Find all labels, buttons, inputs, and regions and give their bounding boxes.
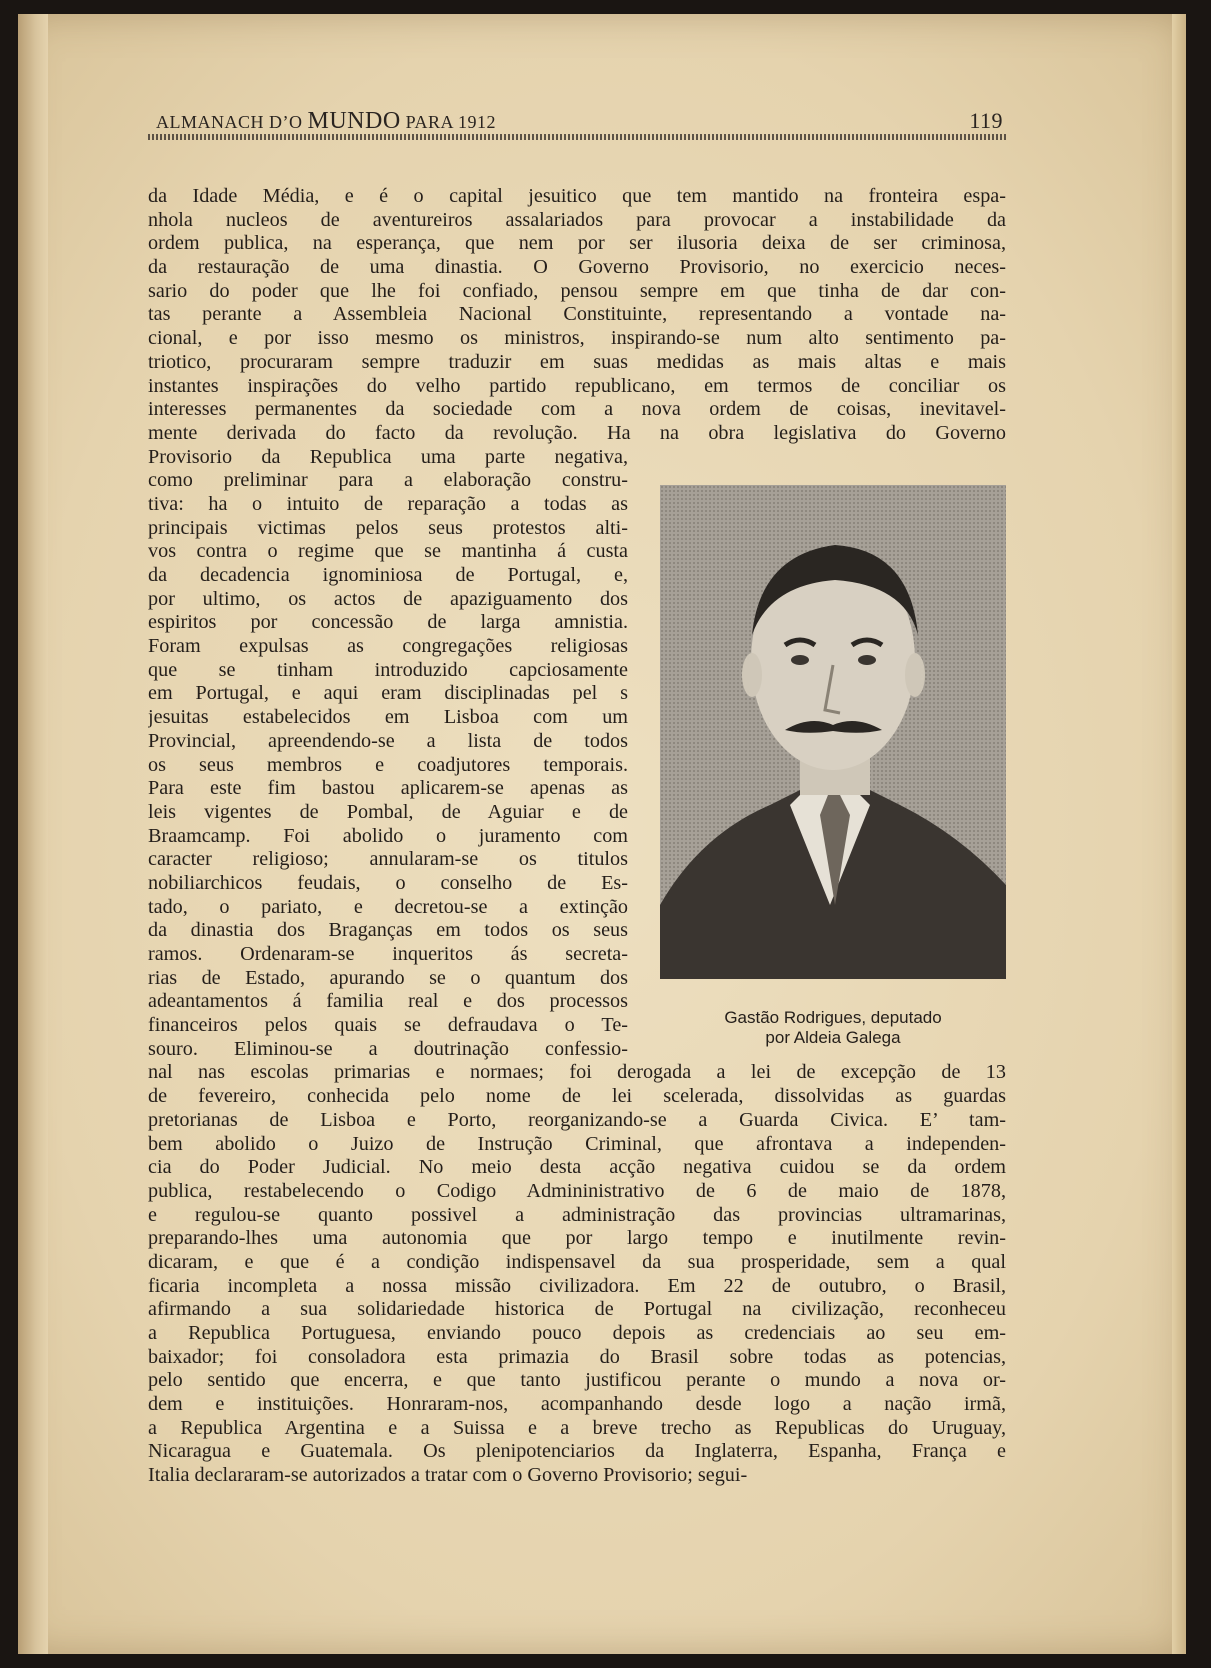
text-line: Braamcamp. Foi abolido o juramento com: [148, 824, 628, 847]
running-title-prefix: ALMANACH D’O: [156, 112, 308, 132]
text-line: pretorianas de Lisboa e Porto, reorganizando-se a Guarda Civica. E’ tam-: [148, 1108, 1006, 1131]
running-title-suffix: PARA 1912: [400, 112, 497, 132]
text-block-top: [148, 185, 1006, 446]
text-line: baixador; foi consoladora esta primazia do Brasil sobre todas as potencias,: [148, 1345, 1006, 1368]
text-line: triotico, procuraram sempre traduzir em suas medidas as mais altas e mais: [148, 350, 1006, 373]
text-line: nal nas escolas primarias e normaes; foi derogada a lei de excepção de 13: [148, 1061, 1006, 1084]
text-line: souro. Eliminou-se a doutrinação confessio-: [148, 1037, 628, 1060]
text-line: sario do poder que lhe foi confiado, pensou sempre em que tinha de dar con-: [148, 279, 1006, 302]
text-line: tiva: ha o intuito de reparação a todas as: [148, 492, 628, 515]
text-line: adeantamentos á familia real e dos processos: [148, 990, 628, 1013]
page-edge: [1172, 14, 1186, 1654]
text-line: da restauração de uma dinastia. O Governo Provisorio, no exercicio neces-: [148, 256, 1006, 279]
text-line: financeiros pelos quais se defraudava o Te-: [148, 1014, 628, 1037]
text-line: da Idade Média, e é o capital jesuitico que tem mantido na fronteira espa-: [148, 185, 1006, 207]
caption-line-1: Gastão Rodrigues, deputado: [724, 1008, 942, 1027]
caption-line-2: por Aldeia Galega: [765, 1028, 901, 1047]
text-line: a Republica Portuguesa, enviando pouco depois as credenciais ao seu em-: [148, 1322, 1006, 1344]
page-binding: [18, 14, 48, 1654]
text-line: pelo sentido que encerra, e que tanto justificou perante o mundo a nova or-: [148, 1369, 1006, 1392]
text-line: como preliminar para a elaboração constru-: [148, 469, 628, 492]
running-title: [156, 108, 496, 135]
text-line: leis vigentes de Pombal, de Aguiar e de: [148, 800, 628, 823]
text-line: tas perante a Assembleia Nacional Constituinte, representando a vontade na-: [148, 303, 1006, 326]
text-line: nhola nucleos de aventureiros assalariados para provocar a instabilidade da: [148, 208, 1006, 231]
text-line: preparando-lhes uma autonomia que por largo tempo e inutilmente revin-: [148, 1227, 1006, 1250]
text-line: tado, o pariato, e decretou-se a extinção: [148, 895, 628, 918]
text-line: bem abolido o Juizo de Instrução Criminal, que afrontava a independen-: [148, 1132, 1006, 1155]
photo-caption: [660, 1008, 1006, 1048]
text-line: afirmando a sua solidariedade historica de Portugal na civilização, reconheceu: [148, 1298, 1006, 1321]
text-line: de fevereiro, conhecida pelo nome de lei scelerada, dissolvidas as guardas: [148, 1085, 1006, 1108]
text-line: caracter religioso; annularam-se os titulos: [148, 848, 628, 871]
text-line: principais victimas pelos seus protestos alti-: [148, 516, 628, 539]
text-line: e regulou-se quanto possivel a administração das provincias ultramarinas,: [148, 1203, 1006, 1226]
text-line: cia do Poder Judicial. No meio desta acção negativa cuidou se da ordem: [148, 1156, 1006, 1179]
text-line: espiritos por concessão de larga amnistia.: [148, 611, 628, 634]
text-line: Provisorio da Republica uma parte negativa,: [148, 445, 628, 468]
text-line: dem e instituições. Honraram-nos, acompanhando desde logo a nação irmã,: [148, 1393, 1006, 1416]
text-line: por ultimo, os actos de apaziguamento dos: [148, 587, 628, 610]
text-line: Nicaragua e Guatemala. Os plenipotenciarios da Inglaterra, Espanha, França e: [148, 1440, 1006, 1463]
running-head: [138, 98, 1003, 134]
text-line: dicaram, e que é a condição indispensavel da sua prosperidade, sem a qual: [148, 1250, 1006, 1273]
text-line: Italia declararam-se autorizados a tratar com o Governo Provisorio; segui-: [148, 1464, 748, 1487]
text-line: Provincial, apreendendo-se a lista de todos: [148, 729, 628, 752]
text-line: cional, e por isso mesmo os ministros, inspirando-se num alto sentimento pa-: [148, 327, 1006, 350]
text-line: que se tinham introduzido capciosamente: [148, 658, 628, 681]
text-line: Para este fim bastou aplicarem-se apenas as: [148, 777, 628, 800]
text-line: da dinastia dos Braganças em todos os seus: [148, 919, 628, 942]
text-line: ficaria incompleta a nossa missão civilizadora. Em 22 de outubro, o Brasil,: [148, 1274, 1006, 1297]
text-line: jesuitas estabelecidos em Lisboa com um: [148, 706, 628, 729]
text-line: ramos. Ordenaram-se inqueritos ás secreta-: [148, 943, 628, 965]
running-title-main: MUNDO: [307, 108, 401, 134]
text-line: nobiliarchicos feudais, o conselho de Es-: [148, 871, 628, 894]
text-line: Foram expulsas as congregações religiosas: [148, 635, 628, 658]
text-block-narrow: [148, 446, 628, 1062]
text-line: vos contra o regime que se mantinha á custa: [148, 540, 628, 563]
header-rule: [148, 134, 1006, 140]
text-line: os seus membros e coadjutores temporais.: [148, 753, 628, 776]
text-block-bottom: [148, 1061, 1006, 1487]
text-line: interesses permanentes da sociedade com a nova ordem de coisas, inevitavel-: [148, 398, 1006, 421]
page-number: 119: [969, 108, 1003, 133]
portrait-illustration: [660, 485, 1006, 979]
text-line: ordem publica, na esperança, que nem por ser ilusoria deixa de ser criminosa,: [148, 232, 1006, 255]
text-line: publica, restabelecendo o Codigo Admininistrativo de 6 de maio de 1878,: [148, 1179, 1006, 1202]
text-line: em Portugal, e aqui eram disciplinadas pel s: [148, 682, 628, 705]
text-line: instantes inspirações do velho partido republicano, em termos de conciliar os: [148, 374, 1006, 397]
text-line: mente derivada do facto da revolução. Ha na obra legislativa do Governo: [148, 421, 1006, 444]
text-line: da decadencia ignominiosa de Portugal, e,: [148, 564, 628, 586]
portrait-photo: [660, 485, 1006, 979]
text-line: a Republica Argentina e a Suissa e a breve trecho as Republicas do Uruguay,: [148, 1416, 1006, 1439]
text-line: rias de Estado, apurando se o quantum dos: [148, 966, 628, 989]
